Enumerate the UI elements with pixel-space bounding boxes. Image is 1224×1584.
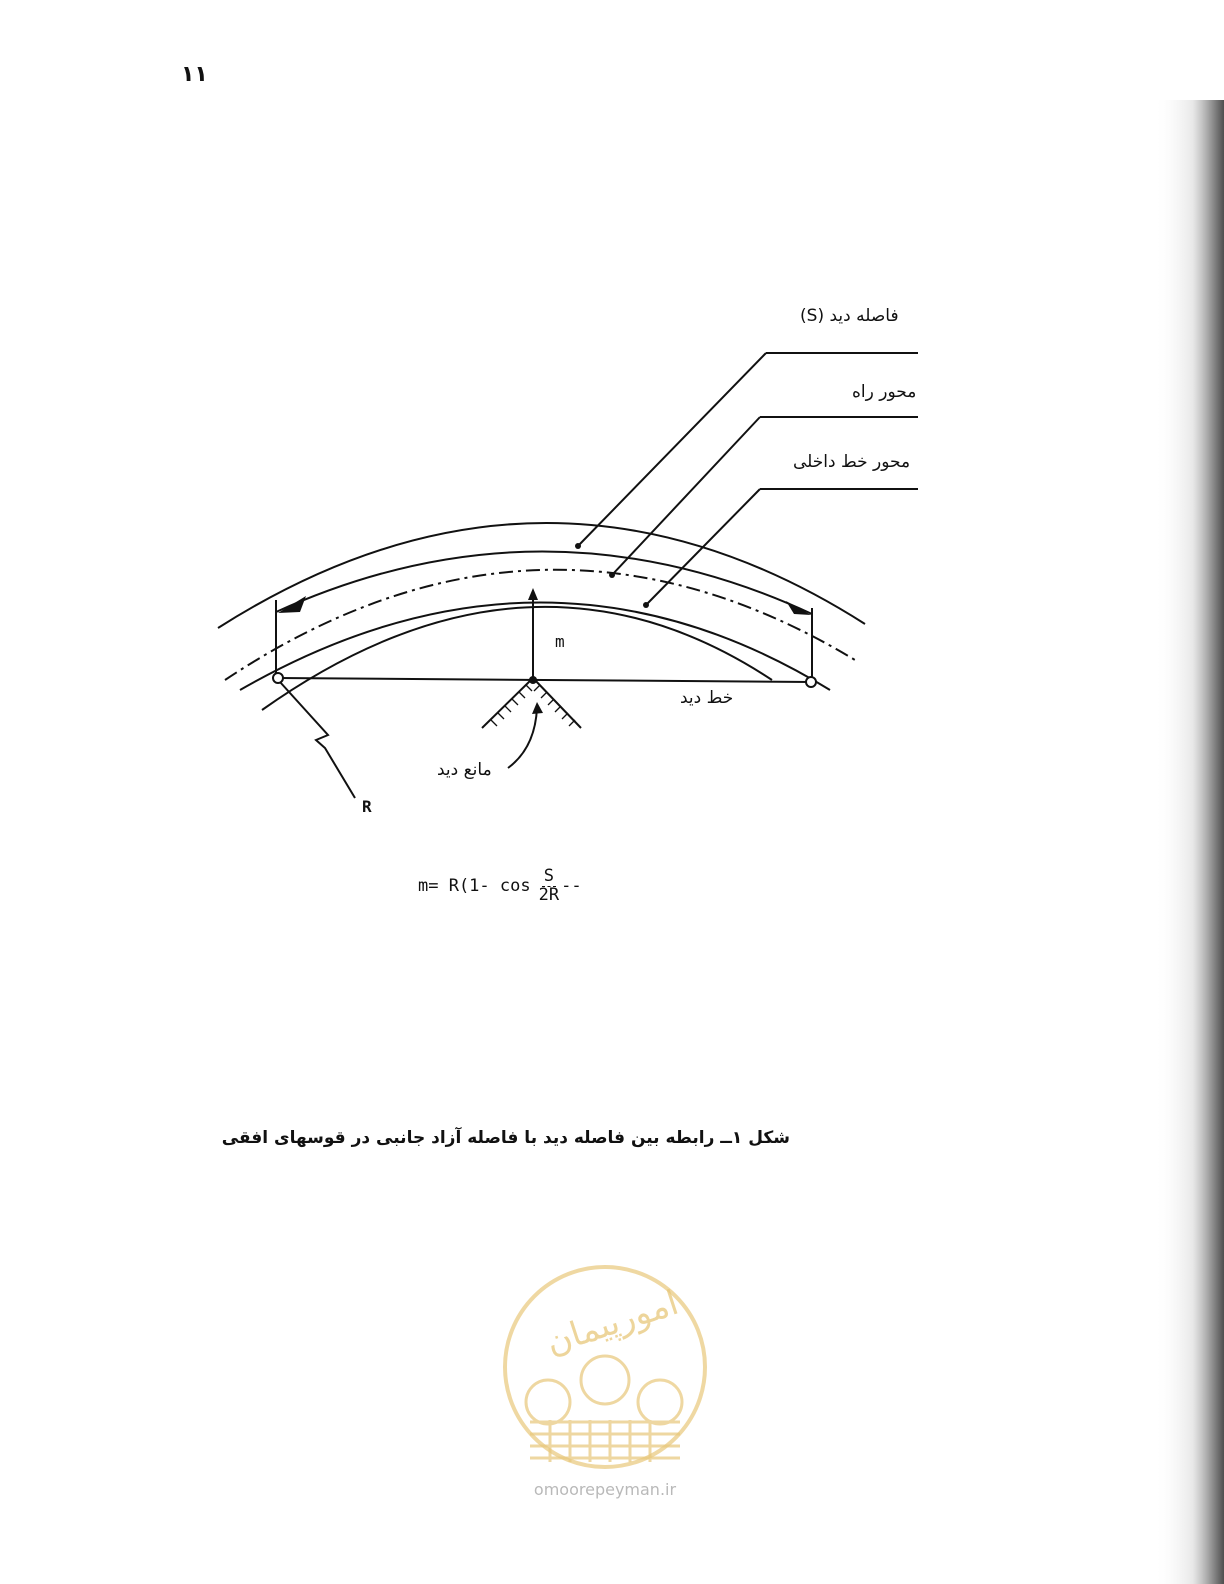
outer-road-edge — [218, 523, 865, 628]
watermark-logo — [500, 1262, 710, 1472]
formula-denominator: 2R — [538, 884, 560, 905]
obstruction-left — [482, 678, 533, 728]
scan-edge-shading — [1154, 0, 1224, 1584]
label-m: m — [555, 632, 565, 651]
formula — [418, 868, 582, 905]
watermark-url: omoorepeyman.ir — [533, 1480, 677, 1499]
road-axis-line — [225, 570, 855, 680]
formula-numerator: S — [543, 866, 554, 886]
formula-fraction — [537, 868, 561, 905]
obstruction-arrowhead — [532, 702, 543, 714]
radius-leader — [280, 682, 355, 798]
page-number: ۱۱ — [181, 62, 208, 87]
figure-caption: شکل ۱ــ رابطه بین فاصله دید با فاصله آزاد جانبی در قوسهای افقی — [221, 1128, 790, 1148]
sight-distance-arc — [276, 551, 812, 614]
label-sight-obstruction: مانع دید — [437, 760, 492, 780]
sight-arc-arrow-left — [278, 596, 306, 613]
formula-lhs: m= R(1- cos — [418, 876, 531, 897]
label-sight-distance: فاصله دید (S) — [800, 306, 899, 326]
label-r: R — [362, 797, 372, 816]
m-arrowhead — [528, 588, 538, 600]
eye-point-right — [806, 677, 816, 687]
eye-point-left — [273, 673, 283, 683]
watermark-logo-text: امورپیمان — [541, 1282, 684, 1364]
line-of-sight — [278, 678, 811, 682]
label-line-of-sight: خط دید — [680, 688, 734, 708]
label-road-axis: محور راه — [852, 382, 917, 402]
formula-tail: -- — [561, 876, 582, 897]
label-inner-lane-axis: محور خط داخلی — [793, 452, 911, 472]
obstruction-arrow — [508, 708, 537, 768]
